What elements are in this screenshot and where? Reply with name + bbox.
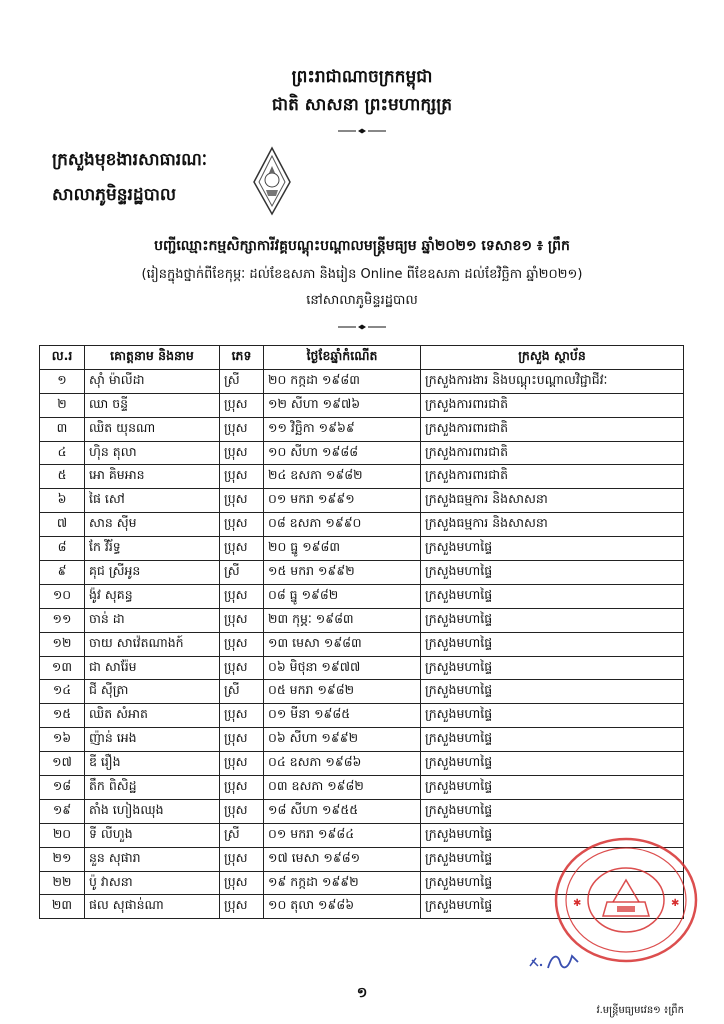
header-sex: ភេទ	[220, 346, 264, 370]
table-row	[40, 656, 684, 680]
official-seal-stamp	[553, 836, 699, 964]
cell-birthdate: ១៨ សីហា ១៩៥៥	[264, 799, 421, 823]
table-row	[40, 728, 684, 752]
cell-ministry: ក្រសួងការពារជាតិ	[421, 465, 684, 489]
cell-sex: ប្រុស	[220, 465, 264, 489]
cell-ministry: ក្រសួងធម្មការ និងសាសនា	[421, 489, 684, 513]
cell-ministry: ក្រសួងមហាផ្ទៃ	[421, 561, 684, 585]
cell-name: ជី ស៊ីត្រា	[85, 680, 220, 704]
cell-birthdate: ១៣ មេសា ១៩៨៣	[264, 632, 421, 656]
table-row	[40, 752, 684, 776]
cell-ministry: ក្រសួងមហាផ្ទៃ	[421, 656, 684, 680]
cell-ministry: ក្រសួងមហាផ្ទៃ	[421, 776, 684, 800]
cell-name: ញ៉ាន់ អេង	[85, 728, 220, 752]
cell-sex: ប្រុស	[220, 847, 264, 871]
cell-sex: ប្រុស	[220, 799, 264, 823]
cell-number: ១១	[40, 608, 85, 632]
cell-number: ១៦	[40, 728, 85, 752]
cell-number: ១៤	[40, 680, 85, 704]
cell-name: ស៊ាំ ម៉ាលីដា	[85, 369, 220, 393]
cell-number: ២២	[40, 871, 85, 895]
cell-ministry: ក្រសួងការពារជាតិ	[421, 441, 684, 465]
cell-number: ២១	[40, 847, 85, 871]
cell-birthdate: ០៦ មិថុនា ១៩៧៧	[264, 656, 421, 680]
cell-name: តឹក ពិសិដ្ឋ	[85, 776, 220, 800]
cell-ministry: ក្រសួងការពារជាតិ	[421, 393, 684, 417]
ministry-name: ក្រសួងមុខងារសាធារណៈ	[52, 150, 208, 170]
ministry-block	[52, 149, 207, 209]
cell-sex: ប្រុស	[220, 393, 264, 417]
document-title: បញ្ជីឈ្មោះកម្មសិក្សាការីវគ្គបណ្តុះបណ្តាលមន្ត្រីមធ្យម ឆ្នាំ២០២១ ទេសាខ១ ៖ ព្រឹក	[154, 238, 570, 254]
cell-name: ឈិត សំអាត	[85, 704, 220, 728]
cell-sex: ប្រុស	[220, 489, 264, 513]
header-ministry: ក្រសួង ស្ថាប័ន	[421, 346, 684, 370]
cell-sex: ប្រុស	[220, 776, 264, 800]
cell-birthdate: ០៣ ឧសភា ១៩៨២	[264, 776, 421, 800]
cell-birthdate: ០៥ មករា ១៩៨២	[264, 680, 421, 704]
table-row	[40, 369, 684, 393]
cell-birthdate: ០១ មករា ១៩៩១	[264, 489, 421, 513]
cell-sex: ប្រុស	[220, 608, 264, 632]
cell-name: ចាន់ ដា	[85, 608, 220, 632]
table-row	[40, 608, 684, 632]
cell-sex: ប្រុស	[220, 704, 264, 728]
cell-ministry: ក្រសួងធម្មការ និងសាសនា	[421, 513, 684, 537]
cell-birthdate: ០៤ ឧសភា ១៩៨៦	[264, 752, 421, 776]
cell-ministry: ក្រសួងមហាផ្ទៃ	[421, 752, 684, 776]
table-row	[40, 584, 684, 608]
roster-table	[39, 345, 684, 919]
cell-sex: ស្រី	[220, 823, 264, 847]
cell-number: ១០	[40, 584, 85, 608]
cell-name: តាំង ហៀងឈុង	[85, 799, 220, 823]
cell-name: ឌី រឿង	[85, 752, 220, 776]
cell-sex: ស្រី	[220, 561, 264, 585]
cell-birthdate: ២០ ធ្នូ ១៩៨៣	[264, 537, 421, 561]
cell-ministry: ក្រសួងការពារជាតិ	[421, 417, 684, 441]
table-header-row	[40, 346, 684, 370]
cell-name: ប៉ូ វាសនា	[85, 871, 220, 895]
table-row	[40, 513, 684, 537]
table-row	[40, 441, 684, 465]
cell-ministry: ក្រសួងមហាផ្ទៃ	[421, 584, 684, 608]
cell-ministry: ក្រសួងមហាផ្ទៃ	[421, 537, 684, 561]
cell-sex: ប្រុស	[220, 632, 264, 656]
svg-text:✱: ✱	[573, 898, 582, 909]
cell-ministry: ក្រសួងមហាផ្ទៃ	[421, 799, 684, 823]
cell-ministry: ក្រសួងមហាផ្ទៃ	[421, 680, 684, 704]
cell-number: ៨	[40, 537, 85, 561]
document-subtitle: (រៀនក្នុងថ្នាក់ពីខែកុម្ភៈ ដល់ខែឧសភា និងរៀន Online ពីខែឧសភា ដល់ខែវិច្ឆិកា ឆ្នាំ២០២១)	[141, 267, 583, 282]
cell-name: ចាយ សាវ៉េតណាងក៍	[85, 632, 220, 656]
cell-birthdate: ០១ មករា ១៩៨៤	[264, 823, 421, 847]
table-row	[40, 704, 684, 728]
header-birthdate: ថ្ងៃខែឆ្នាំកំណើត	[264, 346, 421, 370]
cell-number: ១៣	[40, 656, 85, 680]
cell-birthdate: ០៨ ធ្នូ ១៩៨២	[264, 584, 421, 608]
cell-sex: ប្រុស	[220, 728, 264, 752]
cell-birthdate: ២៤ ឧសភា ១៩៨២	[264, 465, 421, 489]
cell-name: ទី លីហួង	[85, 823, 220, 847]
cell-name: អោ គិមអាន	[85, 465, 220, 489]
footer-note: វ.មន្ត្រីមធ្យមវេន១ ៖ព្រឹក	[596, 1005, 684, 1016]
kingdom-title: ព្រះរាជាណាចក្រកម្ពុជា	[291, 67, 433, 87]
cell-ministry: ក្រសួងមហាផ្ទៃ	[421, 608, 684, 632]
cell-number: ៤	[40, 441, 85, 465]
table-row	[40, 680, 684, 704]
cell-number: ៦	[40, 489, 85, 513]
table-row	[40, 776, 684, 800]
cell-birthdate: ២៣ កុម្ភៈ ១៩៨៣	[264, 608, 421, 632]
cell-number: ៣	[40, 417, 85, 441]
cell-number: ៥	[40, 465, 85, 489]
document-location: នៅសាលាភូមិន្ទរដ្ឋបាល	[306, 293, 418, 308]
cell-sex: ប្រុស	[220, 656, 264, 680]
cell-birthdate: ០៦ សីហា ១៩៩២	[264, 728, 421, 752]
cell-name: គុជ ស្រីអូន	[85, 561, 220, 585]
cell-birthdate: ១៧ មេសា ១៩៨១	[264, 847, 421, 871]
cell-number: ៧	[40, 513, 85, 537]
cell-sex: ប្រុស	[220, 584, 264, 608]
cell-name: នួន សុផារា	[85, 847, 220, 871]
table-row	[40, 561, 684, 585]
cell-birthdate: ២០ កក្កដា ១៩៨៣	[264, 369, 421, 393]
cell-ministry: ក្រសួងមហាផ្ទៃ	[421, 728, 684, 752]
cell-number: ២	[40, 393, 85, 417]
cell-name: ជា សារ៉ែម	[85, 656, 220, 680]
cell-ministry: ក្រសួងមហាផ្ទៃ	[421, 871, 684, 895]
svg-text:✱: ✱	[671, 898, 680, 909]
cell-name: ផល សុផាន់ណា	[85, 895, 220, 919]
cell-sex: ប្រុស	[220, 871, 264, 895]
cell-name: ផៃ សៅ	[85, 489, 220, 513]
cell-sex: ប្រុស	[220, 752, 264, 776]
cell-sex: ស្រី	[220, 680, 264, 704]
signature	[528, 948, 588, 974]
cell-name: ឈិត យុនណា	[85, 417, 220, 441]
cell-name: ហ៊ិន តុលា	[85, 441, 220, 465]
cell-birthdate: ១០ សីហា ១៩៨៨	[264, 441, 421, 465]
divider-ornament	[338, 324, 386, 330]
cell-number: ៩	[40, 561, 85, 585]
cell-number: ១២	[40, 632, 85, 656]
cell-number: ២៣	[40, 895, 85, 919]
cell-ministry: ក្រសួងមហាផ្ទៃ	[421, 847, 684, 871]
cell-number: ១៧	[40, 752, 85, 776]
table-row	[40, 417, 684, 441]
cell-sex: ប្រុស	[220, 441, 264, 465]
cell-ministry: ក្រសួងមហាផ្ទៃ	[421, 823, 684, 847]
cell-birthdate: ១៥ មករា ១៩៩២	[264, 561, 421, 585]
cell-number: ២០	[40, 823, 85, 847]
cell-name: ឈា ចន្ទី	[85, 393, 220, 417]
table-row	[40, 799, 684, 823]
header-name: គោត្តនាម និងនាម	[85, 346, 220, 370]
divider-ornament	[338, 128, 386, 134]
cell-sex: ប្រុស	[220, 537, 264, 561]
table-row	[40, 632, 684, 656]
cell-sex: ស្រី	[220, 369, 264, 393]
school-name: សាលាភូមិន្ទរដ្ឋបាល	[52, 185, 177, 205]
cell-ministry: ក្រសួងមហាផ្ទៃ	[421, 895, 684, 919]
cell-name: កែ វីរ័ទ្ធ	[85, 537, 220, 561]
school-emblem-icon	[252, 146, 292, 216]
table-row	[40, 489, 684, 513]
cell-number: ១៩	[40, 799, 85, 823]
cell-number: ១	[40, 369, 85, 393]
cell-sex: ប្រុស	[220, 513, 264, 537]
cell-ministry: ក្រសួងការងារ និងបណ្តុះបណ្តាលវិជ្ជាជីវៈ	[421, 369, 684, 393]
cell-ministry: ក្រសួងមហាផ្ទៃ	[421, 704, 684, 728]
header-number: ល.រ	[40, 346, 85, 370]
cell-ministry: ក្រសួងមហាផ្ទៃ	[421, 632, 684, 656]
cell-sex: ប្រុស	[220, 417, 264, 441]
cell-birthdate: ១៩ កក្កដា ១៩៩២	[264, 871, 421, 895]
cell-name: សាន ស៊ីម	[85, 513, 220, 537]
cell-birthdate: ០១ មីនា ១៩៨៥	[264, 704, 421, 728]
cell-name: ង៉ូវ សុគន្ធ	[85, 584, 220, 608]
cell-birthdate: ១២ សីហា ១៩៧៦	[264, 393, 421, 417]
cell-number: ១៥	[40, 704, 85, 728]
kingdom-motto: ជាតិ សាសនា ព្រះមហាក្សត្រ	[271, 95, 453, 115]
cell-sex: ប្រុស	[220, 895, 264, 919]
cell-birthdate: ១០ តុលា ១៩៨៦	[264, 895, 421, 919]
cell-number: ១៨	[40, 776, 85, 800]
table-row	[40, 465, 684, 489]
table-row	[40, 393, 684, 417]
cell-birthdate: ១១ វិច្ឆិកា ១៩៦៩	[264, 417, 421, 441]
page-number: ១	[356, 985, 368, 1001]
table-row	[40, 537, 684, 561]
cell-birthdate: ០៨ ឧសភា ១៩៩០	[264, 513, 421, 537]
